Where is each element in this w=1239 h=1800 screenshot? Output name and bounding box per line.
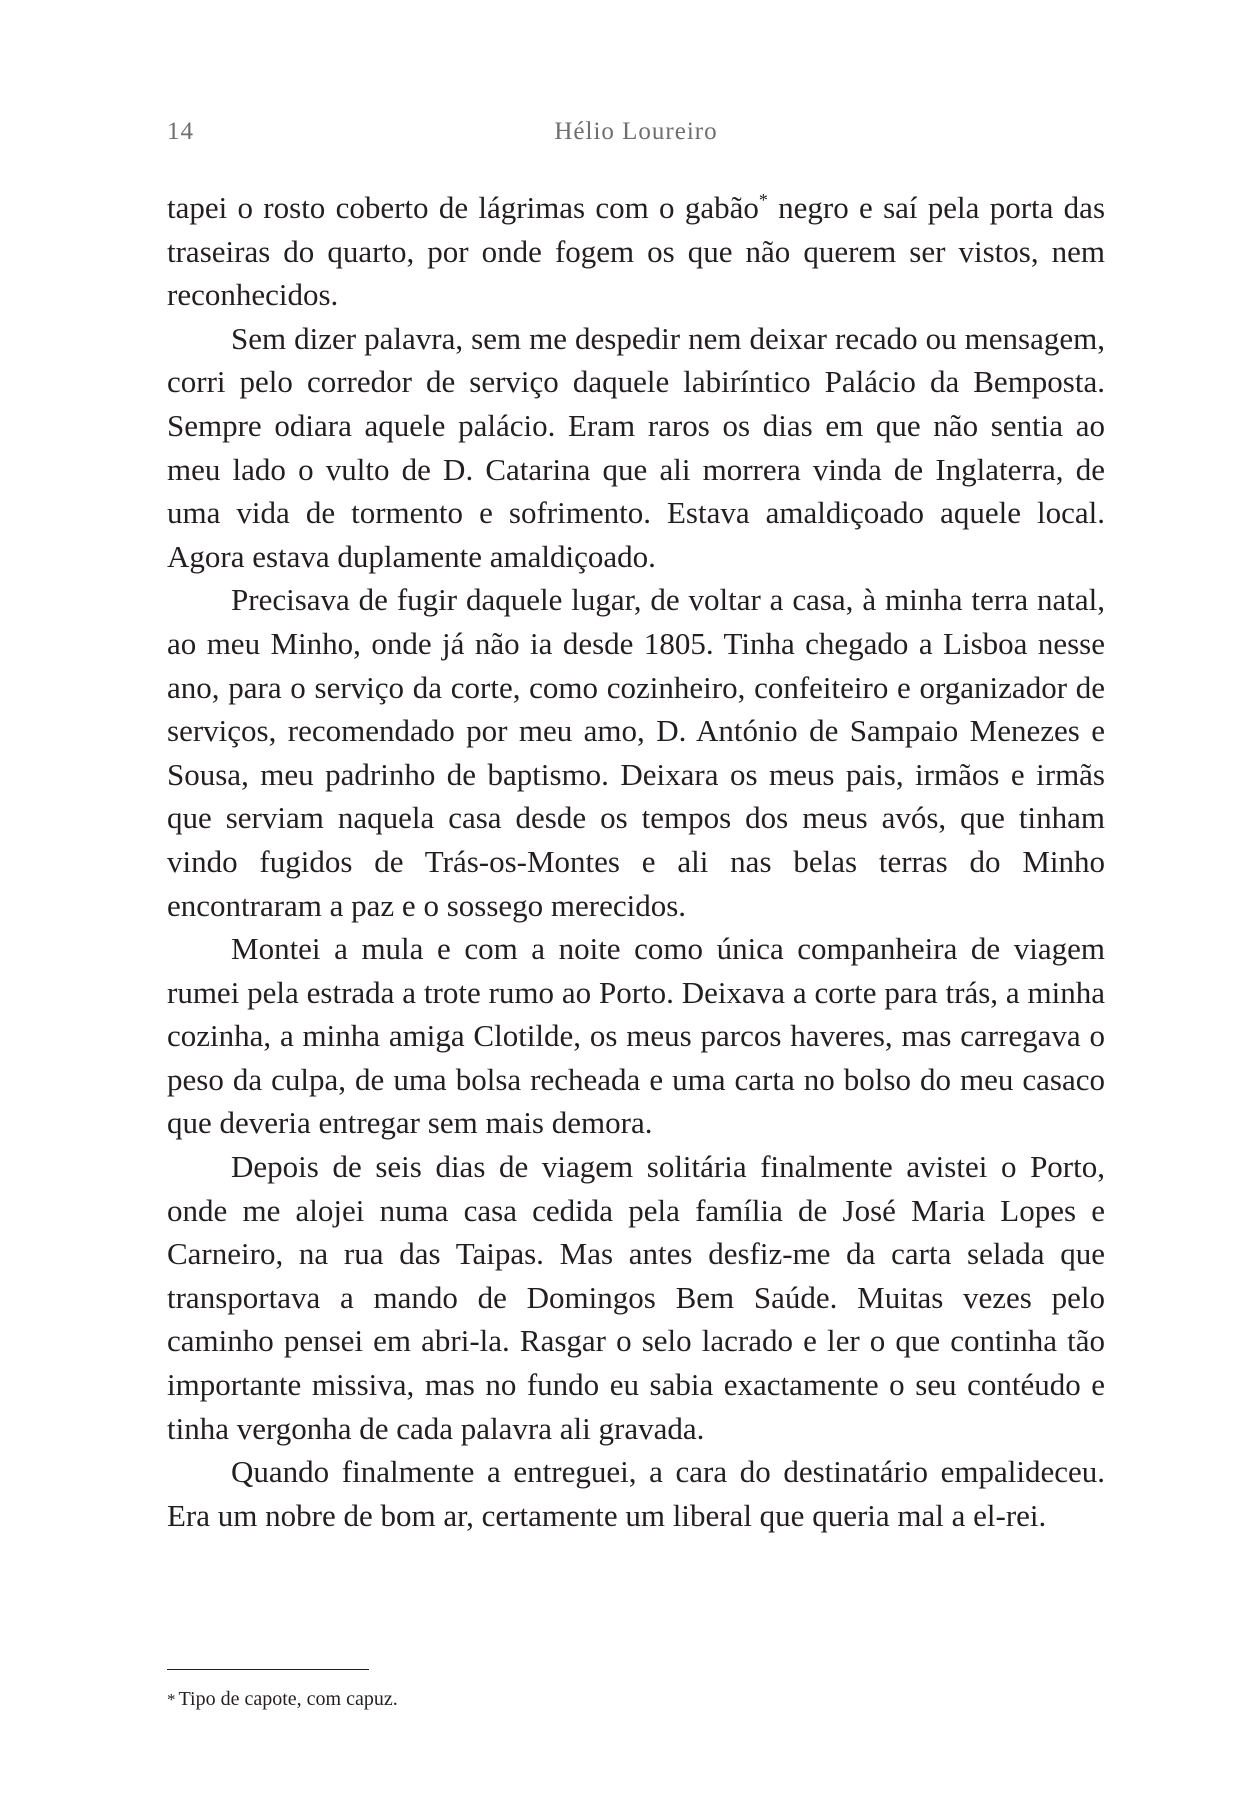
running-head-author: Hélio Loureiro [554,118,718,145]
footnote-marker: * [758,190,768,210]
paragraph: Montei a mula e com a noite como única companheira de viagem rumei pela estrada a trote rumo ao Porto. Deixava a corte para trás, a minha cozinha, a minha amiga Clotilde, os meus parcos haveres, mas carregava o peso da culpa, de uma bolsa recheada e uma carta no bolso do meu casaco que deveria entregar sem mais demora. [167,931,1105,1141]
paragraph: Precisava de fugir daquele lugar, de voltar a casa, à minha terra natal, ao meu Minho, onde já não ia desde 1805. Tinha chegado a Lisboa nesse ano, para o serviço da corte, como cozinheiro, confeiteiro e organizador de serviços, recomendado por meu amo, D. António de Sampaio Menezes e Sousa, meu padrinho de baptismo. Deixara os meus pais, irmãos e irmãs que serviam naquela casa desde os tempos dos meus avós, que tinham vindo fugidos de Trás-os-Montes e ali nas belas terras do Minho encontraram a paz e o sossego merecidos. [167,582,1105,923]
page-number: 14 [167,118,194,145]
footnote [167,1686,398,1713]
paragraph-text: negro e saí pela porta das traseiras do quarto, por onde fogem os que não querem ser vistos, nem reconhecidos. [167,190,1106,313]
paragraph: Quando finalmente a entreguei, a cara do destinatário empalideceu. Era um nobre de bom ar, certamente um liberal que queria mal a el-rei. [167,1454,1105,1533]
footnote-divider [167,1669,369,1670]
footnote-star-marker: * [167,1690,176,1709]
paragraph: Sem dizer palavra, sem me despedir nem deixar recado ou mensagem, corri pelo corredor de serviço daquele labiríntico Palácio da Bemposta. Sempre odiara aquele palácio. Eram raros os dias em que não sentia ao meu lado o vulto de D. Catarina que ali morrera vinda de Inglaterra, de uma vida de tormento e sofrimento. Estava amaldiçoado aquele local. Agora estava duplamente amaldiçoado. [167,320,1105,574]
running-head [167,118,1105,152]
body-text [167,186,1105,1537]
paragraph [167,186,1105,317]
paragraph-text: tapei o rosto coberto de lágrimas com o gabão [167,190,759,225]
paragraph: Depois de seis dias de viagem solitária finalmente avistei o Porto, onde me alojei numa casa cedida pela família de José Maria Lopes e Carneiro, na rua das Taipas. Mas antes desfiz-me da carta selada que transportava a mando de Domingos Bem Saúde. Muitas vezes pelo caminho pensei em abri-la. Rasgar o selo lacrado e ler o que continha tão importante missiva, mas no fundo eu sabia exactamente o seu contéudo e tinha vergonha de cada palavra ali gravada. [167,1149,1105,1446]
footnote-text: Tipo de capote, com capuz. [178,1688,398,1710]
